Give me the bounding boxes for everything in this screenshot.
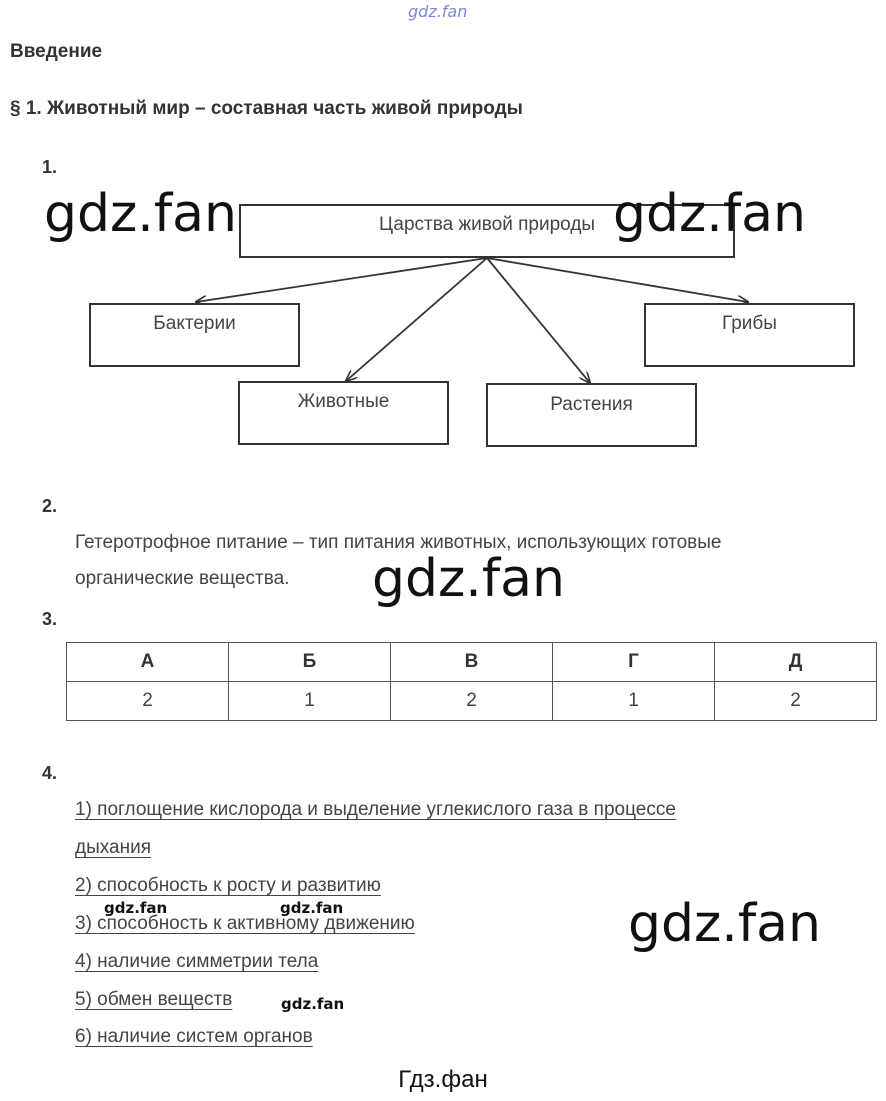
table-cell: 2 xyxy=(391,682,553,721)
watermark: gdz.fan xyxy=(613,184,806,244)
task-2-line: Гетеротрофное питание – тип питания животных, использующих готовые xyxy=(75,532,722,553)
task-2-number: 2. xyxy=(42,496,58,516)
table-cell: 2 xyxy=(715,682,877,721)
answer-table xyxy=(66,642,877,721)
list-item: 1) поглощение кислорода и выделение углекислого газа в процессе xyxy=(75,799,676,820)
table-header-cell: Д xyxy=(715,643,877,682)
arrow-to-plants xyxy=(487,258,590,383)
arrow-to-fungi xyxy=(487,258,748,302)
footer-caption: Гдз.фан xyxy=(398,1066,488,1093)
watermark-small: gdz.fan xyxy=(104,899,168,917)
table-header-cell: Б xyxy=(229,643,391,682)
watermark: gdz.fan xyxy=(372,549,565,609)
kingdom-label: Грибы xyxy=(722,313,777,334)
kingdom-box-bacteria xyxy=(89,303,300,367)
table-cell: 1 xyxy=(553,682,715,721)
list-item: дыхания xyxy=(75,837,151,858)
list-item: 3) способность к активному движению xyxy=(75,913,415,934)
section-title: Введение xyxy=(10,41,103,62)
table-cell: 1 xyxy=(229,682,391,721)
table-header-cell: А xyxy=(67,643,229,682)
list-item: 6) наличие систем органов xyxy=(75,1026,313,1047)
kingdom-label: Бактерии xyxy=(153,313,236,334)
table-header-cell: Г xyxy=(553,643,715,682)
table-row xyxy=(67,682,877,721)
diagram-root-label: Царства живой природы xyxy=(378,214,596,235)
watermark: gdz.fan xyxy=(628,894,821,954)
kingdom-label: Растения xyxy=(550,394,633,415)
table-header-row xyxy=(67,643,877,682)
kingdom-box-animals xyxy=(238,381,449,445)
kingdom-box-plants xyxy=(486,383,697,447)
list-item: 5) обмен веществ xyxy=(75,989,233,1010)
task-3-number: 3. xyxy=(42,609,58,629)
kingdom-label: Животные xyxy=(297,391,390,412)
kingdom-box-fungi xyxy=(644,303,855,367)
task-4-number: 4. xyxy=(42,763,58,783)
task-1-number: 1. xyxy=(42,157,58,177)
watermark-small: gdz.fan xyxy=(280,899,344,917)
table-cell: 2 xyxy=(67,682,229,721)
list-item: 4) наличие симметрии тела xyxy=(75,951,319,972)
task-2-line: органические вещества. xyxy=(75,568,290,589)
watermark-top: gdz.fan xyxy=(408,2,468,21)
table-header-cell: В xyxy=(391,643,553,682)
paragraph-title: § 1. Животный мир – составная часть живой природы xyxy=(10,98,523,119)
watermark: gdz.fan xyxy=(44,184,237,244)
list-item: 2) способность к росту и развитию xyxy=(75,875,381,896)
watermark-small: gdz.fan xyxy=(281,995,345,1013)
